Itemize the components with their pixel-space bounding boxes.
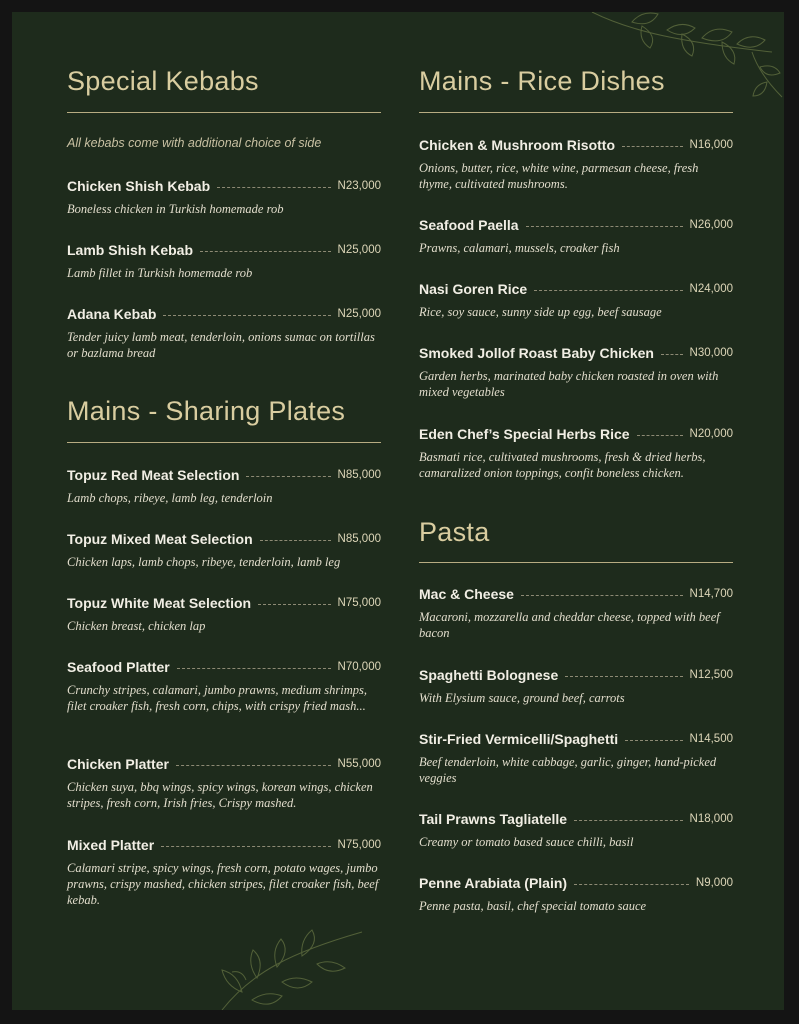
section-title: Mains - Sharing Plates [67, 396, 346, 426]
section-title: Pasta [419, 517, 490, 547]
item-price: N75,000 [337, 597, 381, 609]
item-name: Spaghetti Bolognese [419, 667, 559, 683]
item-name: Topuz Mixed Meat Selection [67, 531, 253, 547]
item-description: Calamari stripe, spicy wings, fresh corn, potato wages, jumbo prawns, crispy mashed, chicken stripes, filet croaker fish, beef kebab. [67, 861, 379, 907]
item-price: N24,000 [689, 283, 733, 295]
menu-item [67, 836, 381, 908]
dot-leader [625, 740, 682, 741]
item-price: N23,000 [337, 180, 381, 192]
dot-leader [260, 540, 331, 541]
dot-leader [176, 765, 331, 766]
dot-leader [217, 187, 330, 188]
dot-leader [565, 676, 682, 677]
menu-item [67, 530, 381, 570]
section-divider [419, 562, 733, 563]
item-description: Basmati rice, cultivated mushrooms, fresh & dried herbs, camaralized onion toppings, confit boneless chicken. [419, 450, 706, 480]
item-description: With Elysium sauce, ground beef, carrots [419, 691, 625, 705]
item-price: N70,000 [337, 661, 381, 673]
dot-leader [161, 846, 330, 847]
dot-leader [622, 146, 683, 147]
item-description: Creamy or tomato based sauce chilli, basil [419, 835, 634, 849]
item-name: Seafood Platter [67, 659, 170, 675]
item-name: Stir-Fried Vermicelli/Spaghetti [419, 731, 619, 747]
dot-leader [637, 435, 683, 436]
dot-leader [258, 604, 330, 605]
item-price: N14,500 [689, 733, 733, 745]
dot-leader [574, 820, 682, 821]
item-name: Topuz White Meat Selection [67, 595, 252, 611]
item-name: Tail Prawns Tagliatelle [419, 811, 568, 827]
item-name: Chicken & Mushroom Risotto [419, 137, 616, 153]
item-price: N14,700 [689, 588, 733, 600]
dot-leader [163, 315, 330, 316]
item-price: N85,000 [337, 469, 381, 481]
item-name: Smoked Jollof Roast Baby Chicken [419, 345, 654, 361]
item-price: N9,000 [695, 877, 733, 889]
menu-item [67, 177, 381, 217]
item-description: Garden herbs, marinated baby chicken roasted in oven with mixed vegetables [419, 369, 719, 399]
item-price: N30,000 [689, 347, 733, 359]
menu-item [419, 810, 733, 850]
item-price: N25,000 [337, 244, 381, 256]
item-price: N20,000 [689, 428, 733, 440]
item-name: Lamb Shish Kebab [67, 242, 194, 258]
item-description: Lamb chops, ribeye, lamb leg, tenderloin [67, 491, 273, 505]
section-divider [419, 112, 733, 113]
menu-page [12, 12, 784, 1010]
item-price: N18,000 [689, 813, 733, 825]
item-name: Chicken Shish Kebab [67, 178, 211, 194]
item-name: Mac & Cheese [419, 586, 514, 602]
dot-leader [521, 595, 683, 596]
menu-item [419, 136, 733, 192]
section-title: Special Kebabs [67, 66, 259, 96]
menu-item [419, 216, 733, 256]
menu-item [67, 466, 381, 506]
item-name: Eden Chef’s Special Herbs Rice [419, 426, 630, 442]
item-price: N75,000 [337, 839, 381, 851]
item-description: Chicken laps, lamb chops, ribeye, tenderloin, lamb leg [67, 555, 341, 569]
item-price: N25,000 [337, 308, 381, 320]
menu-item [419, 730, 733, 786]
item-description: Macaroni, mozzarella and cheddar cheese, topped with beef bacon [419, 610, 720, 640]
menu-item [67, 755, 381, 811]
menu-item [419, 874, 733, 914]
section-divider [67, 112, 381, 113]
item-price: N55,000 [337, 758, 381, 770]
menu-item [67, 658, 381, 714]
item-description: Lamb fillet in Turkish homemade rob [67, 266, 253, 280]
item-description: Beef tenderloin, white cabbage, garlic, ginger, hand-picked veggies [419, 755, 717, 785]
dot-leader [246, 476, 330, 477]
dot-leader [526, 226, 683, 227]
item-name: Mixed Platter [67, 837, 155, 853]
menu-item [67, 305, 381, 361]
item-price: N26,000 [689, 219, 733, 231]
section-title: Mains - Rice Dishes [419, 66, 665, 96]
item-description: Prawns, calamari, mussels, croaker fish [419, 241, 620, 255]
dot-leader [534, 290, 682, 291]
item-description: Onions, butter, rice, white wine, parmesan cheese, fresh thyme, cultivated mushrooms. [419, 161, 699, 191]
item-name: Seafood Paella [419, 217, 519, 233]
menu-item [67, 241, 381, 281]
item-price: N12,500 [689, 669, 733, 681]
item-name: Topuz Red Meat Selection [67, 467, 240, 483]
menu-item [419, 344, 733, 400]
section-divider [67, 442, 381, 443]
dot-leader [661, 354, 683, 355]
item-description: Rice, soy sauce, sunny side up egg, beef sausage [419, 305, 662, 319]
item-description: Chicken breast, chicken lap [67, 619, 206, 633]
item-name: Chicken Platter [67, 756, 169, 772]
leaf-sprig-icon [212, 912, 372, 1010]
menu-item [67, 594, 381, 634]
menu-item [419, 666, 733, 706]
section-note: All kebabs come with additional choice of side [67, 136, 322, 150]
dot-leader [200, 251, 330, 252]
item-name: Nasi Goren Rice [419, 281, 528, 297]
item-name: Penne Arabiata (Plain) [419, 875, 568, 891]
dot-leader [177, 668, 331, 669]
item-description: Chicken suya, bbq wings, spicy wings, korean wings, chicken stripes, fresh corn, Irish fries, Crispy mashed. [67, 780, 373, 810]
item-price: N16,000 [689, 139, 733, 151]
item-price: N85,000 [337, 533, 381, 545]
item-description: Boneless chicken in Turkish homemade rob [67, 202, 284, 216]
item-name: Adana Kebab [67, 306, 157, 322]
item-description: Crunchy stripes, calamari, jumbo prawns, medium shrimps, filet croaker fish, fresh corn, chips, with crispy fried mash... [67, 683, 368, 713]
item-description: Penne pasta, basil, chef special tomato sauce [419, 899, 647, 913]
item-description: Tender juicy lamb meat, tenderloin, onions sumac on tortillas or bazlama bread [67, 330, 375, 360]
menu-item [419, 585, 733, 641]
menu-item [419, 280, 733, 320]
menu-item [419, 425, 733, 481]
dot-leader [574, 884, 689, 885]
